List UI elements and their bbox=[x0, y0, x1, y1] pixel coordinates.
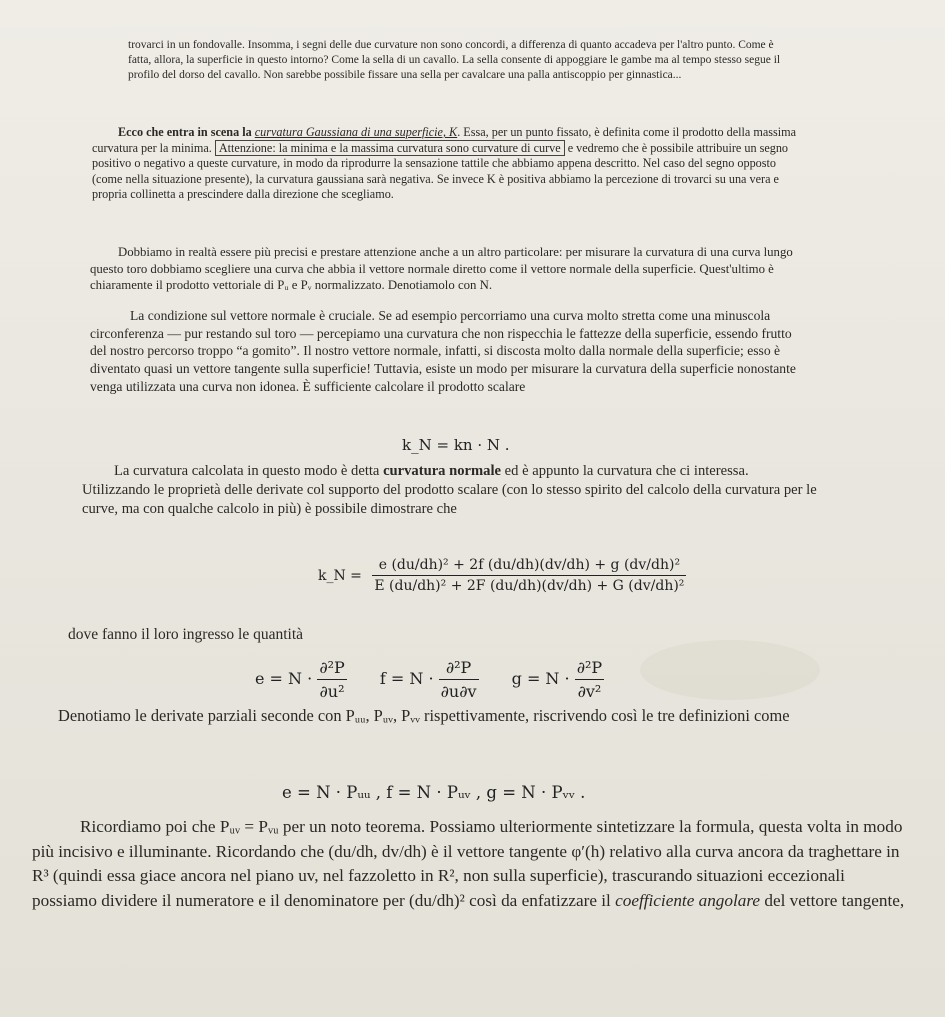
f3-f-lhs: f = N · bbox=[379, 669, 434, 688]
f3-f bbox=[380, 658, 479, 701]
f3-e bbox=[255, 658, 347, 701]
paragraph-teorema bbox=[32, 815, 912, 913]
paragraph-curvatura-normale bbox=[82, 462, 819, 519]
paragraph-curvatura-gaussiana bbox=[92, 125, 797, 203]
paper-stain bbox=[640, 640, 820, 700]
p5-rest: ed è appunto la curvatura che ci interessa. Utilizzando le proprietà delle derivate col supporto del prodotto scalare (con lo stesso spirito del calcolo della curvatura per le curve, ma con qualche calcolo in più) è possibile dimostrare che bbox=[82, 463, 817, 517]
p8-intro: Ricordiamo poi che Pᵤᵥ = Pᵥᵤ per un noto teorema. Possiamo ulteriormente sintetizzare la formula, questa volta in modo più incisivo e illuminante. Ricordando che (du/dh, dv/dh) è il vettore tangente φ′(h) relativo alla curva ancora da traghettare in R³ (quindi essa giace ancora nel piano uv, nel fazzoletto in R², non sulla superficie), trascurando situazioni eccezionali possiamo dividere il numeratore e il denominatore per (du/dh)² così da enfatizzare il bbox=[32, 817, 903, 910]
formula-efg-short: e = N · Pᵤᵤ , f = N · Pᵤᵥ , g = N · Pᵥᵥ . bbox=[282, 783, 586, 802]
f2-numerator: e (du/dh)² + 2f (du/dh)(dv/dh) + g (dv/dh)² bbox=[372, 557, 686, 576]
f2-denominator: E (du/dh)² + 2F (du/dh)(dv/dh) + G (dv/dh)² bbox=[374, 578, 685, 594]
f3-f-frac bbox=[439, 658, 479, 701]
p5-intro: La curvatura calcolata in questo modo è detta bbox=[114, 463, 384, 479]
formula-efg-definitions bbox=[255, 658, 632, 701]
formula-kn-fraction bbox=[318, 557, 686, 594]
f3-f-den: ∂u∂v bbox=[440, 682, 477, 701]
f3-g bbox=[512, 658, 605, 701]
p2-rest: e vedremo che è possibile attribuire un segno positivo o negativo a queste curvature, in modo da riprodurre la sensazione tattile che abbiamo appena descritto. Nel caso del segno opposto (come nella situazione presente), la curvatura gaussiana sarà negativa. Se invece K è positiva abbiamo la percezione di trovarci su una vera e propria collinetta a prescindere dalla direzione che scegliamo. bbox=[92, 140, 789, 201]
p2-definition-term: curvatura Gaussiana di una superficie, K bbox=[254, 125, 458, 139]
p2-definition: . Essa, per un punto fissato, è definita come il prodotto della massima curvatura per la minima. bbox=[92, 125, 797, 155]
f3-g-frac bbox=[575, 658, 604, 701]
f3-e-num: ∂²P bbox=[317, 658, 346, 680]
f3-f-num: ∂²P bbox=[439, 658, 479, 680]
f2-fraction bbox=[372, 557, 686, 594]
f3-e-den: ∂u² bbox=[319, 682, 345, 701]
p5-term: curvatura normale bbox=[383, 463, 502, 479]
paragraph-derivate: Denotiamo le derivate parziali seconde con Pᵤᵤ, Pᵤᵥ, Pᵥᵥ rispettivamente, riscrivendo così le tre definizioni come bbox=[58, 706, 790, 725]
paragraph-vettore-normale: Dobbiamo in realtà essere più precisi e prestare attenzione anche a un altro particolare: per misurare la curvatura di una curva lungo questo toro dobbiamo scegliere una curva che abbia il vettore normale diretto come il vettore normale della superficie. Quest'ultimo è chiaramente il prodotto vettoriale di Pᵤ e Pᵥ normalizzato. Denotiamolo con N. bbox=[90, 245, 793, 292]
f3-g-num: ∂²P bbox=[575, 658, 604, 680]
f3-e-frac bbox=[317, 658, 346, 701]
paragraph-sella: trovarci in un fondovalle. Insomma, i segni delle due curvature non sono concordi, a differenza di quanto accadeva per l'altro punto. Come è fatta, allora, la superficie in questo intorno? Come la sella di un cavallo. La sella consente di appoggiare le gambe ma al tempo stesso segue il profilo del dorso del cavallo. Non sarebbe possibile fissare una sella per cavalcare una palla antiscoppio per ginnastica... bbox=[128, 39, 781, 81]
paragraph-quantita: dove fanno il loro ingresso le quantità bbox=[68, 626, 304, 643]
f3-e-lhs: e = N · bbox=[255, 669, 313, 688]
f3-g-lhs: g = N · bbox=[511, 669, 570, 688]
f2-lhs: k_N = bbox=[318, 567, 362, 584]
p2-intro: Ecco che entra in scena la bbox=[118, 125, 255, 139]
f3-g-den: ∂v² bbox=[577, 682, 602, 701]
paragraph-condizione: La condizione sul vettore normale è cruciale. Se ad esempio percorriamo una curva molto stretta come una minuscola circonferenza — pur restando sul toro — percepiamo una curvatura che non rispecchia le fattezze della superficie, essendo frutto del nostro percorso troppo “a gomito”. Il nostro vettore normale, infatti, si discosta molto dalla normale della superficie; esso è diventato quasi un vettore tangente sulla superficie! Tuttavia, esiste un modo per misurare la curvatura della superficie nonostante venga utilizzata una curva non idonea. È sufficiente calcolare il prodotto scalare bbox=[90, 308, 796, 394]
p2-attention-box: Attenzione: la minima e la massima curvatura sono curvature di curve bbox=[215, 140, 565, 156]
p8-rest: del vettore tangente, bbox=[760, 890, 905, 910]
p8-term: coefficiente angolare bbox=[615, 890, 761, 910]
formula-curvatura-normale: k_N = kn · N . bbox=[402, 436, 510, 454]
